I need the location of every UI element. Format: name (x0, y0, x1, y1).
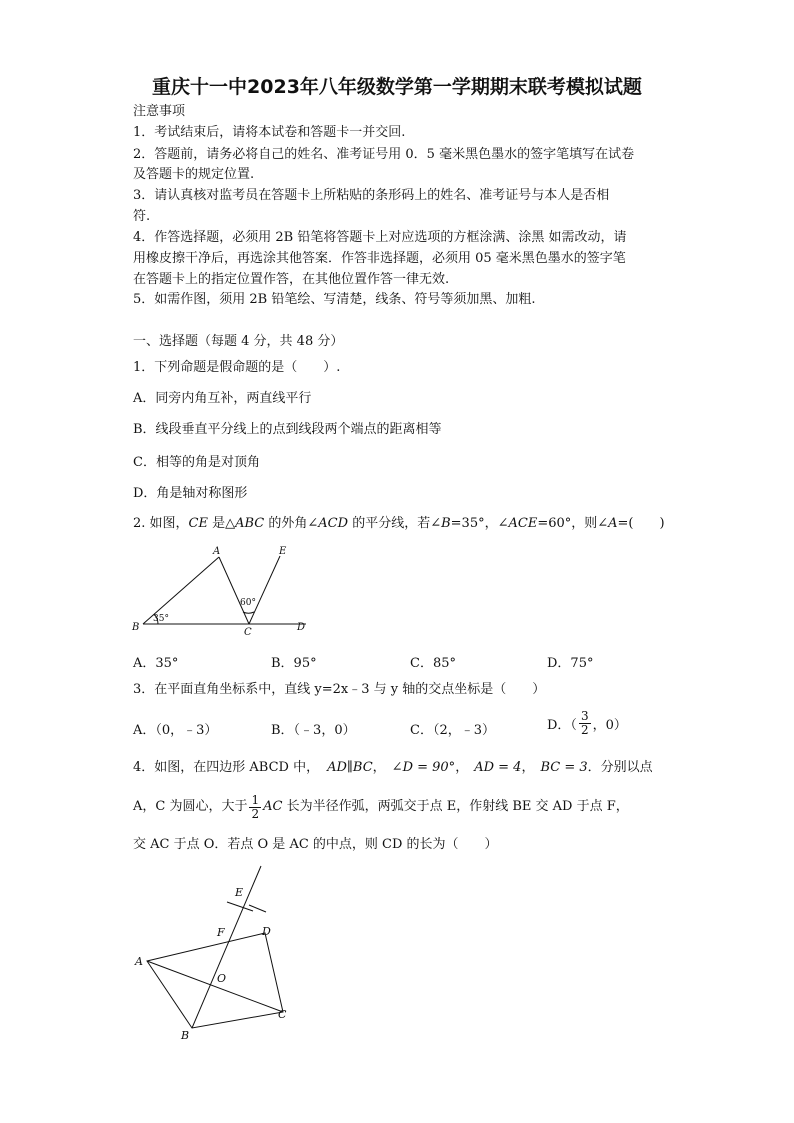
q3-option-d-fraction: $\frac{3}{2}$ (580, 709, 589, 737)
q2-label-b: B (132, 622, 140, 633)
q1-stem: 1．下列命题是假命题的是（ ）. (133, 360, 341, 375)
q2-option-d: D．75° (547, 656, 594, 671)
q4-label-f: F (217, 926, 225, 939)
q4-line-1: 4．如图，在四边形 ABCD 中， AD∥BC， ∠D = 90°， AD = 4， BC = 3．分别以点 (133, 760, 653, 775)
notice-line-6: 4．作答选择题，必须用 2B 铅笔将答题卡上对应选项的方框涂满、涂黑 如需改动，请 (133, 230, 627, 245)
q4-label-e: E (235, 886, 244, 899)
q2-stem: 2. 如图，CE 是△ABC 的外角∠ACD 的平分线，若∠B=35°，∠ACE=60°，则∠A=( ) (133, 516, 665, 531)
q4-half-fraction: $\frac{1}{2}$ (251, 792, 260, 821)
q4-label-a: A (135, 955, 143, 968)
q2-label-e: E (279, 546, 287, 557)
q3-option-c: C．（2，﹣3） (410, 723, 495, 738)
q2-option-b: B．95° (271, 656, 317, 671)
q2-label-d: D (297, 622, 306, 633)
q4-arc-mark-1 (227, 902, 253, 911)
q3-option-a: A．（0，﹣3） (133, 723, 218, 738)
q2-line-ac (219, 557, 249, 624)
notice-line-5: 符. (133, 209, 151, 224)
q2-line-ce (249, 556, 280, 624)
notice-line-8: 在答题卡上的指定位置作答，在其他位置作答一律无效. (133, 272, 450, 287)
q2-option-a: A．35° (133, 656, 179, 671)
q1-option-a: A．同旁内角互补，两直线平行 (133, 391, 312, 406)
notice-line-3: 及答题卡的规定位置. (133, 167, 255, 182)
notice-line-2: 2．答题前，请务必将自己的姓名、准考证号用 0．5 毫米黑色墨水的签字笔填写在试卷 (133, 147, 635, 162)
notice-line-1: 1．考试结束后，请将本试卷和答题卡一并交回. (133, 125, 406, 140)
q2-label-c: C (244, 627, 252, 638)
q4-line-2: A，C 为圆心，大于 $\frac{1}{2}$ AC 长为半径作弧，两弧交于点 E，作射线 BE 交 AD 于点 F， (133, 792, 629, 821)
q2-option-c: C．85° (410, 656, 456, 671)
notice-heading: 注意事项 (133, 104, 186, 119)
q4-figure (125, 862, 305, 1047)
q3-option-b: B．（﹣3，0） (271, 723, 356, 738)
q3-option-d: D．（ $\frac{3}{2}$ ，0） (547, 709, 627, 737)
page-title: 重庆十一中2023年八年级数学第一学期期末联考模拟试题 (152, 76, 642, 98)
q4-quadrilateral-abcd (147, 933, 283, 1028)
q2-angle-60: 60° (240, 598, 256, 608)
notice-line-4: 3．请认真核对监考员在答题卡上所粘贴的条形码上的姓名、准考证号与本人是否相 (133, 188, 610, 203)
q4-ray-be (192, 866, 261, 1028)
q4-label-o: O (217, 972, 227, 985)
q1-option-b: B．线段垂直平分线上的点到线段两个端点的距离相等 (133, 422, 442, 437)
q4-line-3: 交 AC 于点 O．若点 O 是 AC 的中点，则 CD 的长为（ ） (133, 837, 498, 852)
q4-label-c: C (278, 1008, 287, 1021)
q1-option-c: C．相等的角是对顶角 (133, 455, 260, 470)
section-heading: 一、选择题（每题 4 分，共 48 分） (133, 334, 344, 349)
q3-stem: 3．在平面直角坐标系中，直线 y=2x﹣3 与 y 轴的交点坐标是（ ） (133, 682, 546, 697)
q2-figure (120, 540, 320, 640)
q4-label-b: B (181, 1029, 190, 1042)
q4-label-d: D (262, 925, 271, 938)
notice-line-9: 5．如需作图，须用 2B 铅笔绘、写清楚，线条、符号等须加黑、加粗. (133, 292, 536, 307)
q1-option-d: D．角是轴对称图形 (133, 486, 248, 501)
q2-label-a: A (213, 546, 221, 557)
q4-diagonal-ac (147, 961, 283, 1012)
notice-line-7: 用橡皮擦干净后，再选涂其他答案．作答非选择题，必须用 05 毫米黑色墨水的签字笔 (133, 251, 626, 266)
q2-angle-c-arc (243, 612, 254, 613)
q2-angle-35: 35° (153, 614, 169, 624)
